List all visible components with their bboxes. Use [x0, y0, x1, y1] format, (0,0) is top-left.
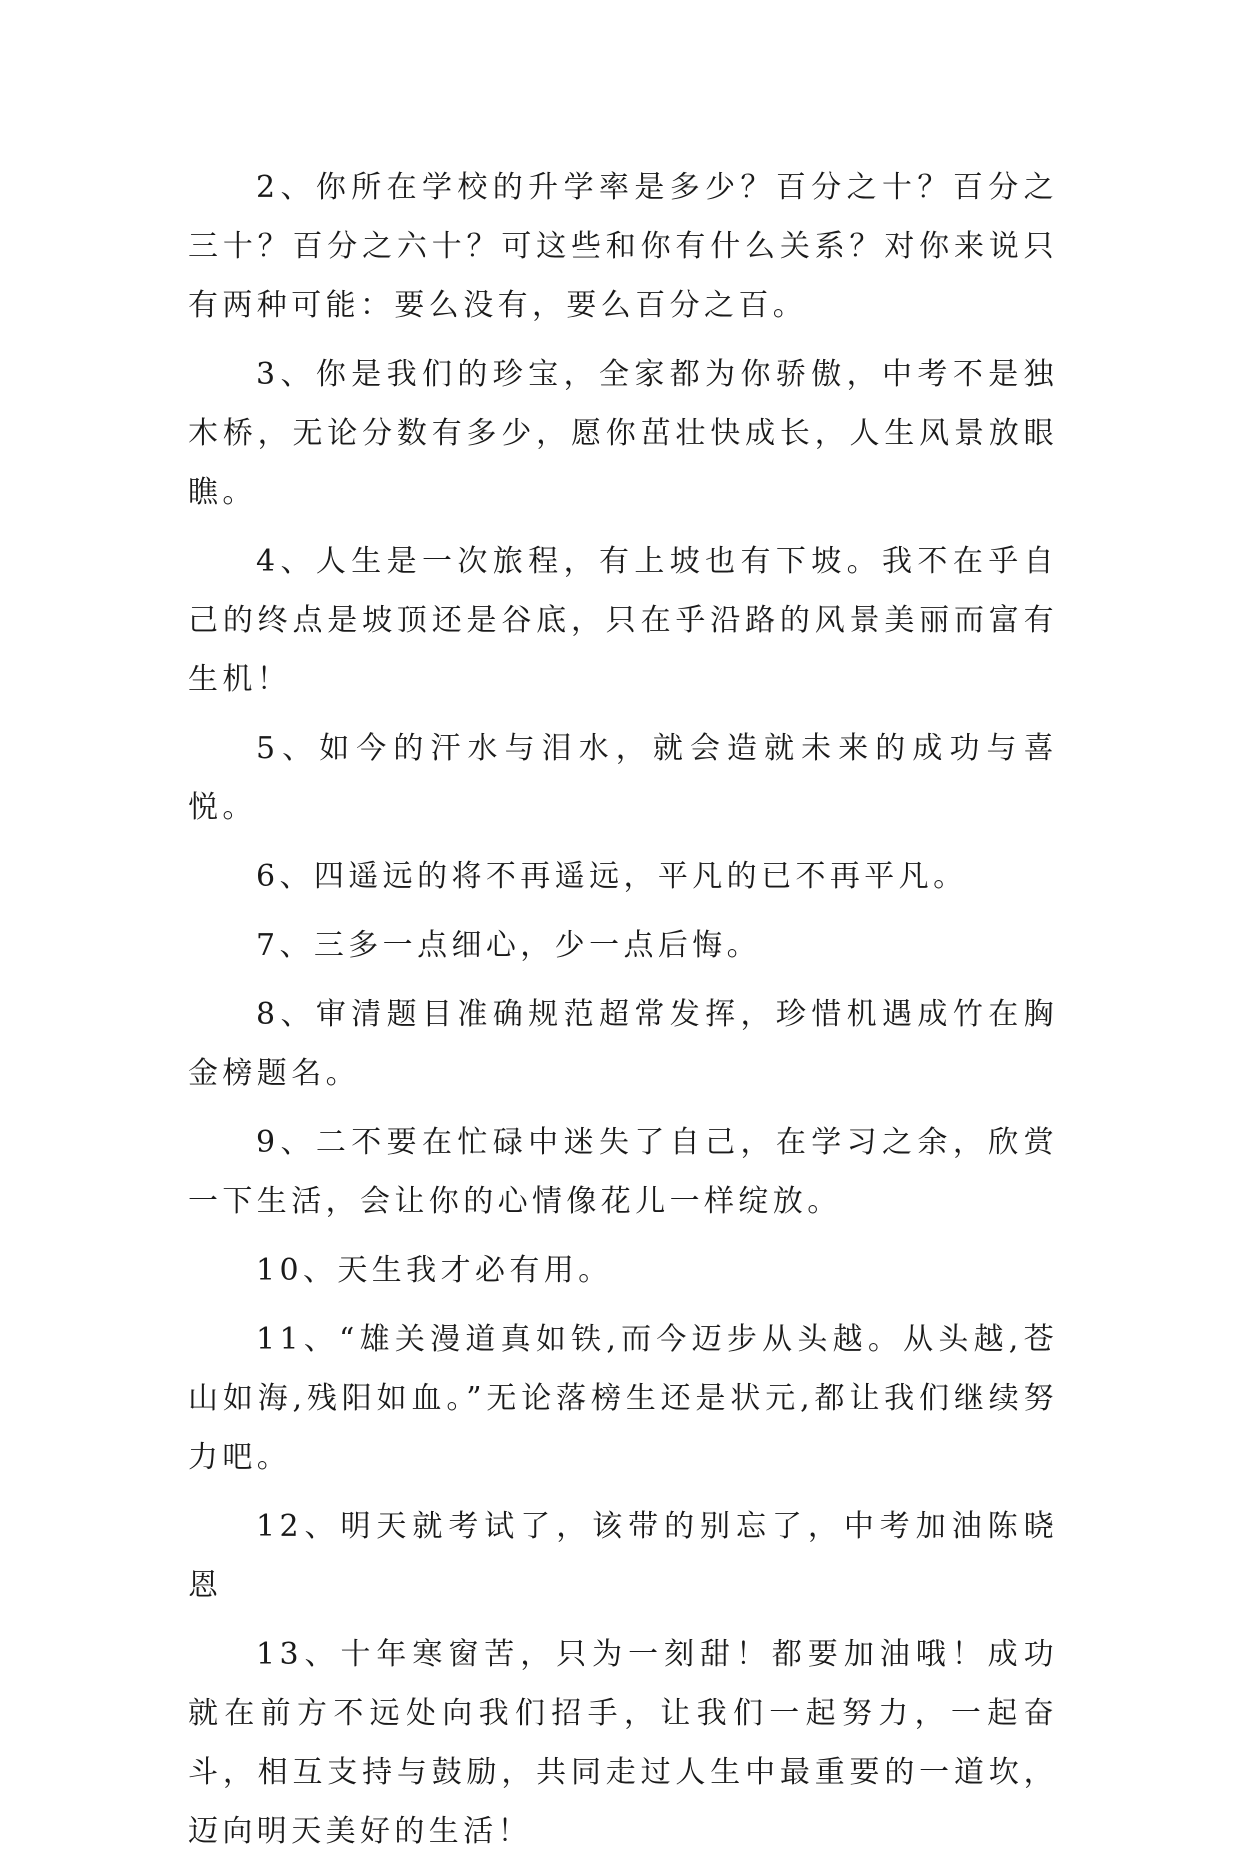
paragraph-11: 11、“雄关漫道真如铁,而今迈步从头越。从头越,苍山如海,残阳如血。”无论落榜生还是状元,都让我们继续努力吧。: [188, 1322, 1058, 1475]
paragraph-5: 5、如今的汗水与泪水，就会造就未来的成功与喜悦。: [188, 731, 1058, 825]
document-body: [188, 158, 1058, 1871]
paragraph-9: 9、二不要在忙碌中迷失了自己，在学习之余，欣赏一下生活，会让你的心情像花儿一样绽放。: [188, 1125, 1058, 1219]
paragraph-4: 4、人生是一次旅程，有上坡也有下坡。我不在乎自己的终点是坡顶还是谷底，只在乎沿路的风景美丽而富有生机！: [188, 544, 1058, 697]
paragraph-3: 3、你是我们的珍宝，全家都为你骄傲，中考不是独木桥，无论分数有多少，愿你茁壮快成长，人生风景放眼瞧。: [188, 357, 1058, 510]
paragraph-2: 2、你所在学校的升学率是多少？百分之十？百分之三十？百分之六十？可这些和你有什么关系？对你来说只有两种可能：要么没有，要么百分之百。: [188, 170, 1058, 323]
paragraph-13: 13、十年寒窗苦，只为一刻甜！都要加油哦！成功就在前方不远处向我们招手，让我们一起努力，一起奋斗，相互支持与鼓励，共同走过人生中最重要的一道坎，迈向明天美好的生活！: [188, 1637, 1058, 1849]
paragraph-10: 10、天生我才必有用。: [256, 1253, 613, 1288]
paragraph-12: 12、明天就考试了，该带的别忘了，中考加油陈晓恩: [188, 1509, 1058, 1603]
paragraph-6: 6、四遥远的将不再遥远，平凡的已不再平凡。: [256, 859, 968, 894]
paragraph-7: 7、三多一点细心，少一点后悔。: [256, 928, 762, 963]
paragraph-8: 8、审清题目准确规范超常发挥，珍惜机遇成竹在胸金榜题名。: [188, 997, 1058, 1091]
